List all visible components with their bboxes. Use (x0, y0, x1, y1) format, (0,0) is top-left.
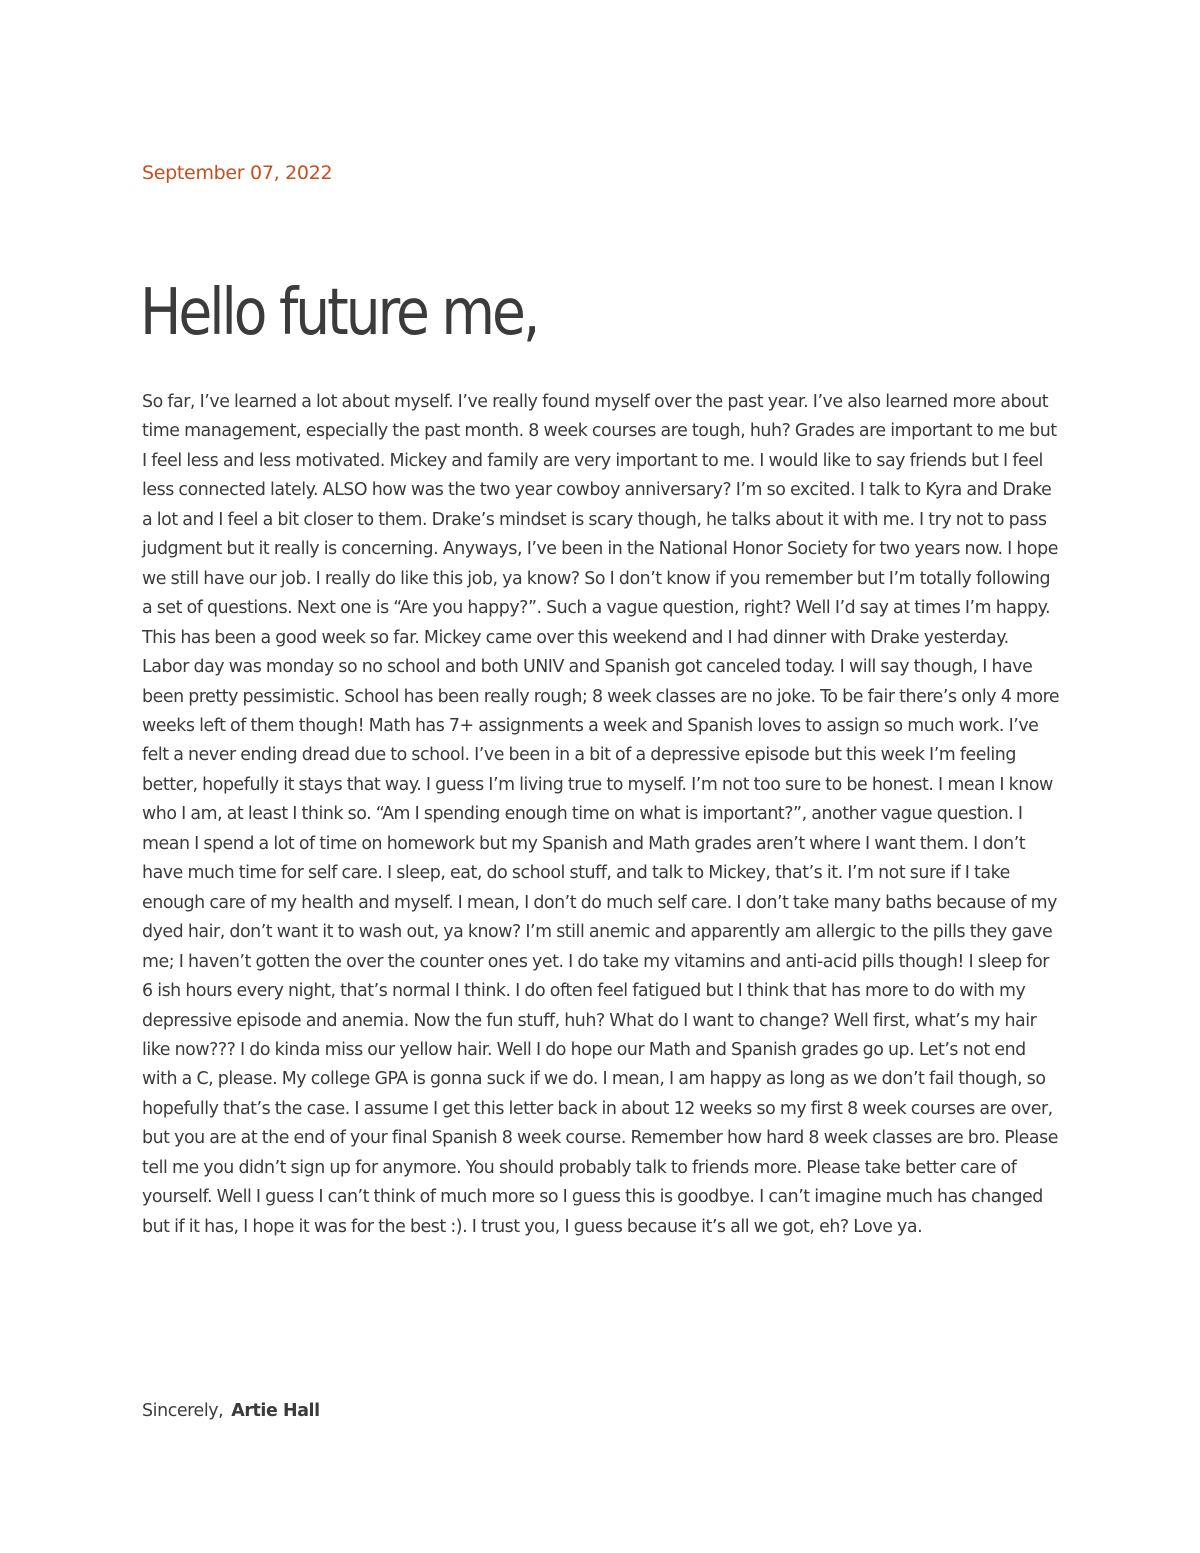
letter-date: September 07, 2022 (142, 162, 333, 184)
letter-body: So far, I’ve learned a lot about myself. I’ve really found myself over the past year. I’ve also learned more about time management, especially the past month. 8 week courses are tough, huh? Grades are important to me but I feel less and less motivated. Mickey and family are very important to me. I would like to say friends but I feel less connected lately. ALSO how was the two year cowboy anniversary? I’m so excited. I talk to Kyra and Drake a lot and I feel a bit closer to them. Drake’s mindset is scary though, he talks about it with me. I try not to pass judgment but it really is concerning. Anyways, I’ve been in the National Honor Society for two years now. I hope we still have our job. I really do like this job, ya know? So I don’t know if you remember but I’m totally following a set of questions. Next one is “Are you happy?”. Such a vague question, right? Well I’d say at times I’m happy. This has been a good week so far. Mickey came over this weekend and I had dinner with Drake yesterday. Labor day was monday so no school and both UNIV and Spanish got canceled today. I will say though, I have been pretty pessimistic. School has been really rough; 8 week classes are no joke. To be fair there’s only 4 more weeks left of them though! Math has 7+ assignments a week and Spanish loves to assign so much work. I’ve felt a never ending dread due to school. I’ve been in a bit of a depressive episode but this week I’m feeling better, hopefully it stays that way. I guess I’m living true to myself. I’m not too sure to be honest. I mean I know who I am, at least I think so. “Am I spending enough time on what is important?”, another vague question. I mean I spend a lot of time on homework but my Spanish and Math grades aren’t where I want them. I don’t have much time for self care. I sleep, eat, do school stuff, and talk to Mickey, that’s it. I’m not sure if I take enough care of my health and myself. I mean, I don’t do much self care. I don’t take many baths because of my dyed hair, don’t want it to wash out, ya know? I’m still anemic and apparently am allergic to the pills they gave me; I haven’t gotten the over the counter ones yet. I do take my vitamins and anti-acid pills though! I sleep for 6 ish hours every night, that’s normal I think. I do often feel fatigued but I think that has more to do with my depressive episode and anemia. Now the fun stuff, huh? What do I want to change? Well first, what’s my hair like now??? I do kinda miss our yellow hair. Well I do hope our Math and Spanish grades go up. Let’s not end with a C, please. My college GPA is gonna suck if we do. I mean, I am happy as long as we don’t fail though, so hopefully that’s the case. I assume I get this letter back in about 12 weeks so my first 8 week courses are over, but you are at the end of your final Spanish 8 week course. Remember how hard 8 week classes are bro. Please tell me you didn’t sign up for anymore. You should probably talk to friends more. Please take better care of yourself. Well I guess I can’t think of much more so I guess this is goodbye. I can’t imagine much has changed but if it has, I hope it was for the best :). I trust you, I guess because it’s all we got, eh? Love ya. (142, 392, 1060, 1237)
letter-signoff (142, 1401, 320, 1421)
signature-name: Artie Hall (231, 1401, 320, 1421)
closing-text: Sincerely, (142, 1401, 224, 1421)
letter-salutation: Hello future me, (140, 276, 538, 350)
